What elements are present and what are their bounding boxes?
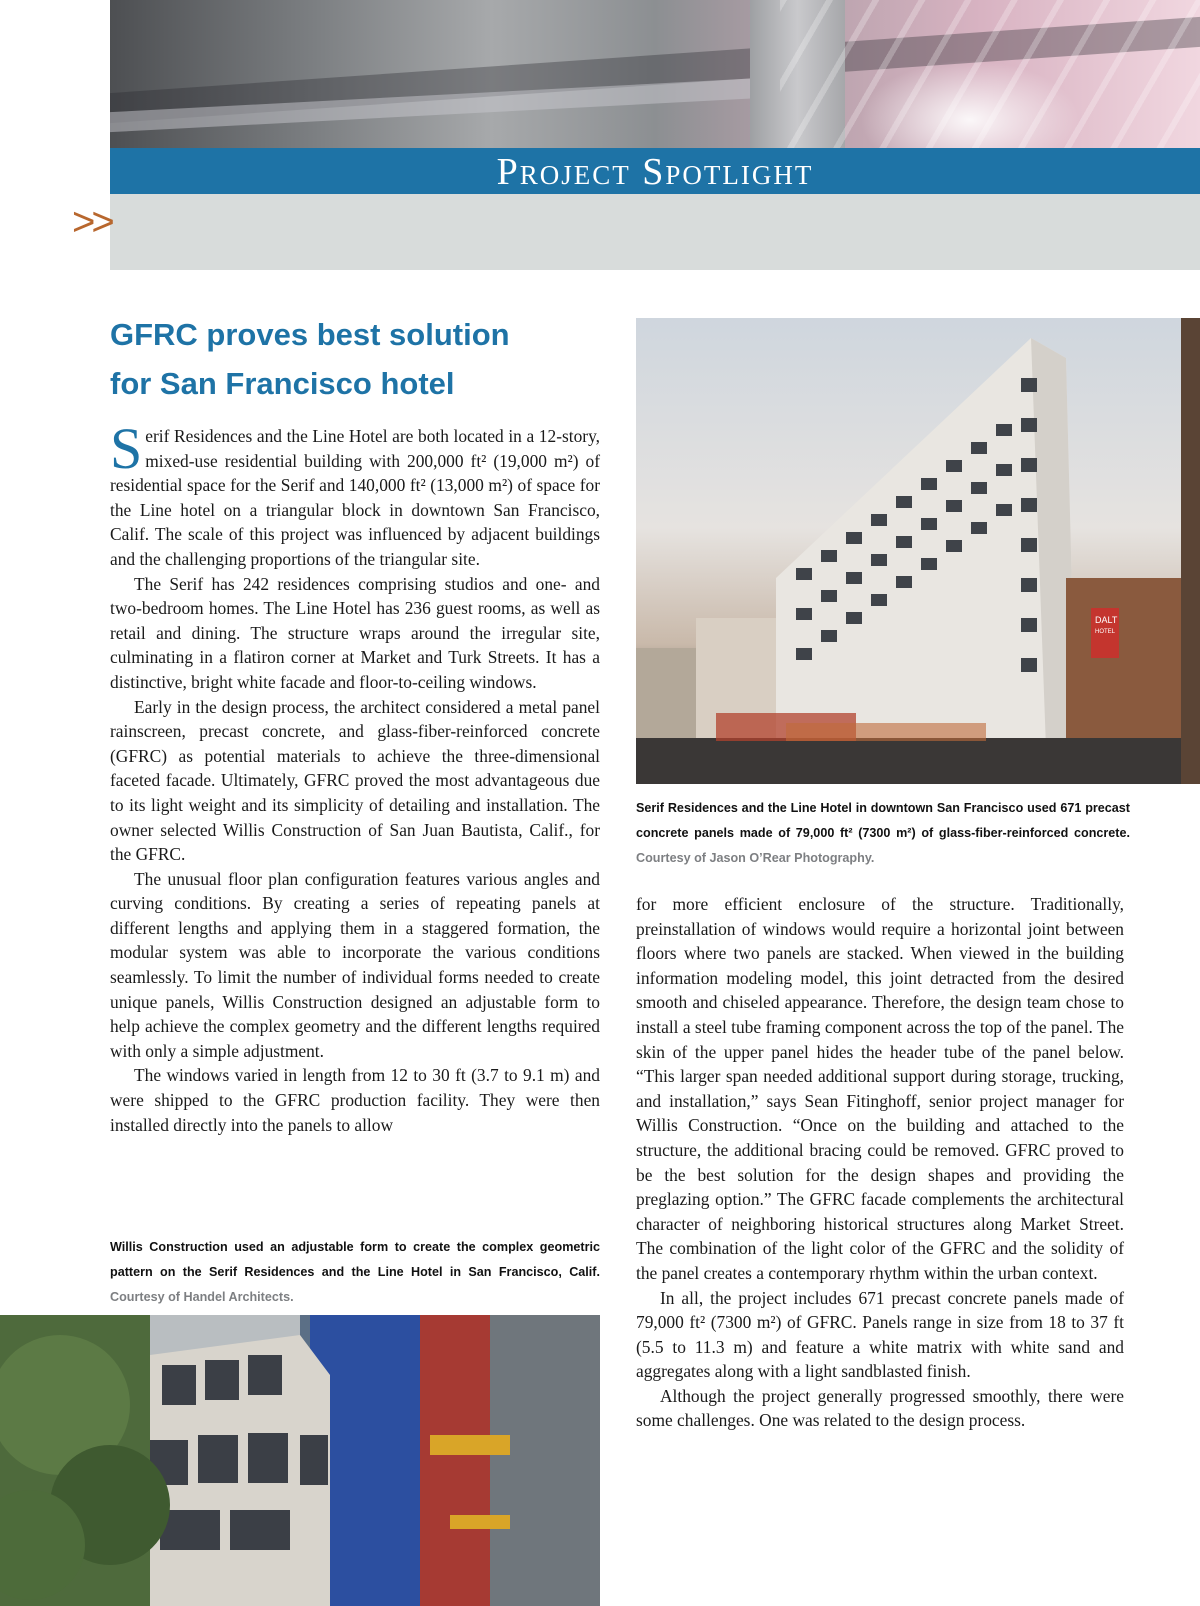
section-title-bar [110,148,1200,194]
paragraph: The unusual floor plan configuration features various angles and curving conditions. By creating a series of repeating panels at different lengths and applying them in a staggered formation, the modular system was able to incorporate the various conditions seamlessly. To limit the number of individual forms needed to create unique panels, Willis Construction designed an adjustable form to help achieve the complex geometry and the different lengths required with only a simple adjustment. [110,868,600,1061]
drop-cap: S [110,416,143,481]
article-column-1 [110,416,600,1137]
paragraph: In all, the project includes 671 precast concrete panels made of 79,000 ft² (7300 m²) of GFRC. Panels range in size from 18 to 37 ft (5.5 to 11.3 m) and feature a white matrix with white sand and aggregates along with a light sandblasted finish. [636,1287,1124,1382]
construction-photo [0,1315,600,1606]
article-headline [110,310,590,408]
section-title: Project Spotlight [496,151,814,193]
paragraph: The Serif has 242 residences comprising studios and one- and two-bedroom homes. The Line Hotel has 236 guest rooms, as well as retail and dining. The structure wraps around the irregular site, culminating in a flatiron corner at Market and Turk Streets. It has a distinctive, bright white facade and floor-to-ceiling windows. [110,573,600,692]
headline-line-2: for San Francisco hotel [110,366,455,401]
site-photo-caption: Willis Construction used an adjustable form to create the complex geometric pattern on the Serif Residences and the Line Hotel in San Francisco, Calif. Courtesy of Handel Architects. [110,1240,600,1304]
hotel-sign-text: DALT [1095,615,1118,625]
paragraph: Serif Residences and the Line Hotel are both located in a 12-story, mixed-use residential building with 200,000 ft² (19,000 m²) of residential space for the Serif and 140,000 ft² (13,000 m²) of space for the Line hotel on a triangular block in downtown San Francisco, Calif. The scale of this project was influenced by adjacent buildings and the challenging proportions of the triangular site. [110,416,600,569]
header-photo [110,0,1200,148]
section-band [110,194,1200,270]
photo-credit: Courtesy of Jason O’Rear Photography. [636,851,875,865]
headline-line-1: GFRC proves best solution [110,317,510,352]
article-column-2 [636,892,1124,1433]
paragraph: The windows varied in length from 12 to 30 ft (3.7 to 9.1 m) and were shipped to the GFRC production facility. They were then installed directly into the panels to allow [110,1065,600,1135]
hotel-photo [636,318,1200,784]
paragraph: Although the project generally progressed smoothly, there were some challenges. One was related to the design process. [636,1385,1124,1431]
paragraph: Early in the design process, the architect considered a metal panel rainscreen, precast concrete, and glass-fiber-reinforced concrete (GFRC) as potential materials to achieve the three-dimensional faceted facade. Ultimately, GFRC proved the most advantageous due to its light weight and its simplicity of detailing and installation. The owner selected Willis Construction of San Juan Bautista, Calif., for the GFRC. [110,696,600,865]
hotel-sign-text: HOTEL [1095,629,1116,635]
paragraph: for more efficient enclosure of the structure. Traditionally, preinstallation of windows would require a horizontal joint between floors where two panels are stacked. When viewed in the building information modeling model, this joint detracted from the desired smooth and chiseled appearance. Therefore, the design team chose to install a steel tube framing component across the top of the panel. The skin of the upper panel hides the header tube of the panel below. “This larger span needed additional support during storage, trucking, and installation,” says Sean Fitinghoff, senior project manager for Willis Construction. “Once on the building and attached to the structure, the additional bracing could be removed. GFRC proved to be the best solution for the design shapes and providing the preglazing option.” The GFRC facade complements the architectural character of neighboring historical structures along Market Street. The combination of the light color of the GFRC and the solidity of the panel creates a contemporary rhythm within the urban context. [636,894,1124,1283]
photo-credit: Courtesy of Handel Architects. [110,1290,294,1304]
chevron-icon: >> [72,200,111,244]
hotel-photo-caption: Serif Residences and the Line Hotel in downtown San Francisco used 671 precast concrete panels made of 79,000 ft² (7300 m²) of glass-fiber-reinforced concrete. Courtesy of Jason O’Rear Photography. [636,801,1130,865]
